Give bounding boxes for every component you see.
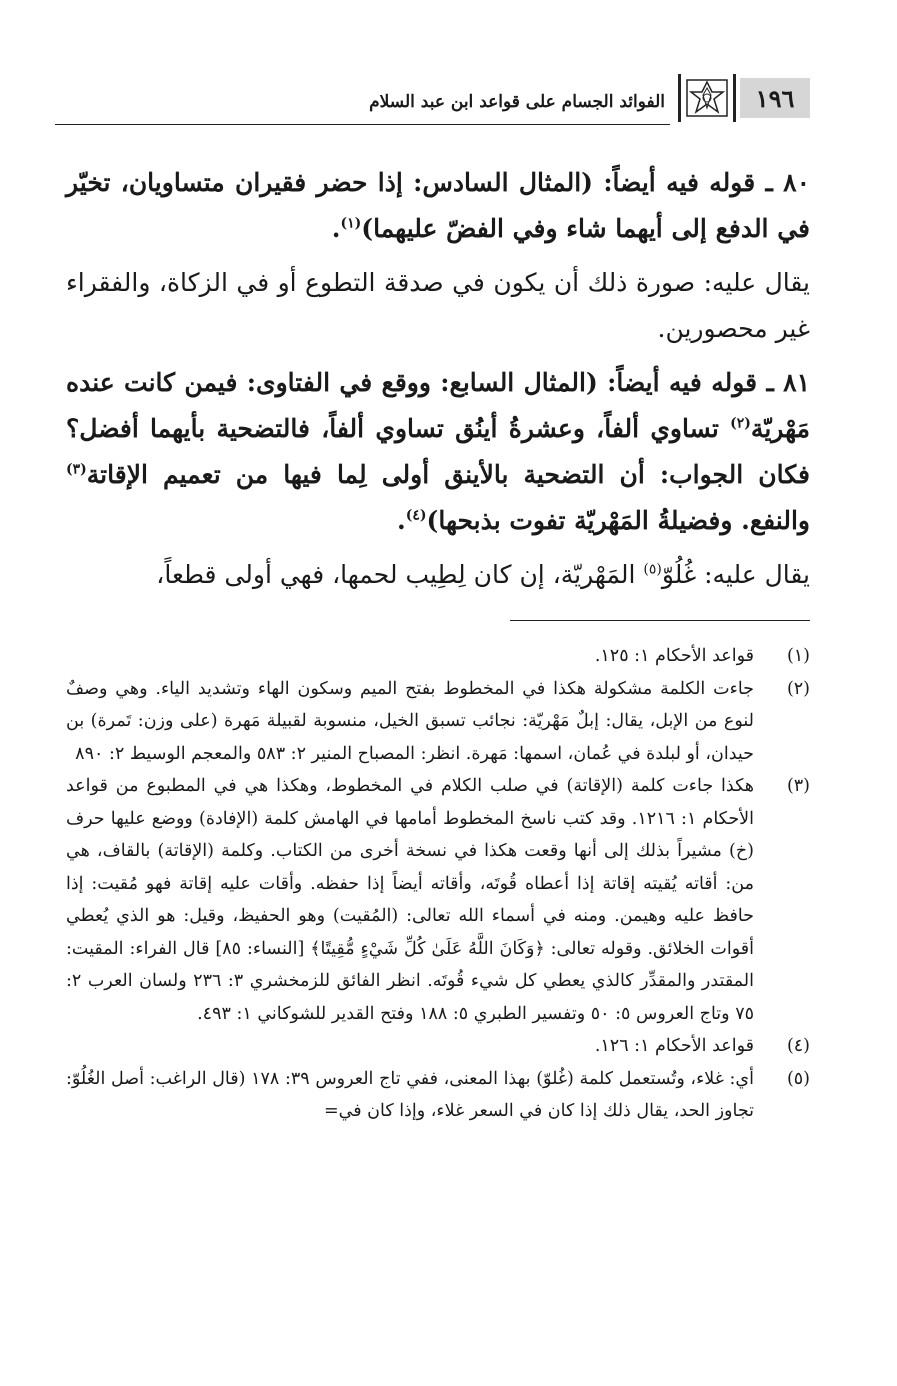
page-number: ١٩٦ [740, 78, 810, 118]
footnote-5 [66, 1063, 810, 1128]
footnote-ref-3[interactable]: (٣) [66, 461, 87, 478]
footnote-3 [66, 770, 810, 1030]
footnote-text: أي: غلاء، وتُستعمل كلمة (غُلوّ) بهذا المعنى، ففي تاج العروس ٣٩: ١٧٨ (قال الراغب: أصل الغُلُوّ: تجاوز الحد، يقال ذلك إذا كان في السعر غلاء، وإذا كان في= [66, 1068, 754, 1121]
footnote-ref-4[interactable]: (٤) [405, 507, 427, 524]
footnote-text: هكذا جاءت كلمة (الإقاتة) في صلب الكلام في المخطوط، وهكذا هي في المطبوع من قواعد الأحكام ١: ١٢١٦. وقد كتب ناسخ المخطوط أمامها في الهامش كلمة (الإفادة) ووضع عليها حرف (خ) مشيراً بذلك إلى أنها وقعت هكذا في نسخة أخرى من الكتاب. وكلمة (الإقاتة) بالقاف، هي من: أقاته يُقيته إقاتة إذا أعطاه قُوتَه، وأقاته أيضاً إذا حفظه. وأقات عليه إقاتة فهو مُقيت: إذا حافظ عليه وهيمن. ومنه في أسماء الله تعالى: (المُقيت) وهو الحفيظ، وقيل: هو الذي يُعطي أقوات الخلائق. وقوله تعالى: ﴿وَكَانَ اللَّهُ عَلَىٰ كُلِّ شَيْءٍ مُّقِيتًا﴾ [النساء: ٨٥] قال الفراء: المقيت: المقتدر والمقدِّر كالذي يعطي كل شيء قُوتَه. انظر الفائق للزمخشري ٣: ٢٣٦ ولسان العرب ٢: ٧٥ وتاج العروس ٥: ٥٠ وتفسير الطبري ٥: ١٨٨ وفتح القدير للشوكاني ١: ٤٩٣. [66, 776, 755, 1024]
footnote-ref-1[interactable]: (١) [340, 215, 362, 232]
footnote-number: (٣) [786, 776, 810, 796]
main-text [66, 160, 810, 606]
footnote-4 [66, 1030, 810, 1063]
footnote-number: (٥) [786, 1068, 810, 1089]
footnote-text: جاءت الكلمة مشكولة هكذا في المخطوط بفتح الميم وسكون الهاء وتشديد الياء. وهي وصفٌ لنوع من الإبل، يقال: إبلٌ مَهْريّة: نجائب تسبق الخيل، منسوبة لقبيلة مَهرة (على وزن: تَمرة) بن حيدان، أو لبلدة في عُمان، اسمها: مَهرة. انظر: المصباح المنير ٢: ٥٨٣ والمعجم الوسيط ٢: ٨٩٠ [66, 678, 754, 764]
footnote-number: (١) [786, 646, 810, 666]
footnote-number: (٢) [786, 678, 810, 699]
footnote-text: قواعد الأحكام ١: ١٢٥. [594, 646, 754, 666]
paragraph-81: ٨١ ـ قوله فيه أيضاً: (المثال السابع: ووقع في الفتاوى: فيمن كانت عنده مَهْريّة$^{(٢)}$ تساوي ألفاً، وعشرةُ أينُق تساوي ألفاً، فالتضحية بأيهما أفضل؟ فكان الجواب: أن التضحية بالأينق أولى لِما فيها من تعميم الإقاتة$^{(٣)}$ والنفع. وفضيلةُ المَهْريّة تفوت بذبحها)$^{(٤)}$. [66, 368, 810, 535]
header-rule [55, 124, 670, 125]
footnote-ref-2[interactable]: (٢) [730, 415, 751, 432]
footnote-ref-5[interactable]: (٥) [643, 561, 662, 578]
footnotes [66, 640, 810, 1128]
footnote-separator [510, 620, 810, 621]
footnote-2 [66, 673, 810, 771]
paragraph-80-comment: يقال عليه: صورة ذلك أن يكون في صدقة التطوع أو في الزكاة، والفقراء غير محصورين. [66, 268, 810, 343]
running-header-title: الفوائد الجسام على قواعد ابن عبد السلام [369, 92, 665, 112]
paragraph-80: ٨٠ ـ قوله فيه أيضاً: (المثال السادس: إذا حضر فقيران متساويان، تخيّر في الدفع إلى أيهما شاء وفي الفضّ عليهما)$^{(١)}$. [66, 168, 810, 243]
paragraph-81-comment: يقال عليه: غُلُوّ$^{(٥)}$ المَهْريّة، إن كان لِطِيب لحمها، فهي أولى قطعاً، [156, 560, 810, 589]
footnote-text: قواعد الأحكام ١: ١٢٦. [594, 1036, 754, 1056]
page-header [55, 70, 810, 128]
footnote-1 [66, 640, 810, 673]
footnote-number: (٤) [786, 1036, 810, 1056]
geometric-star-ornament-icon [678, 74, 736, 122]
